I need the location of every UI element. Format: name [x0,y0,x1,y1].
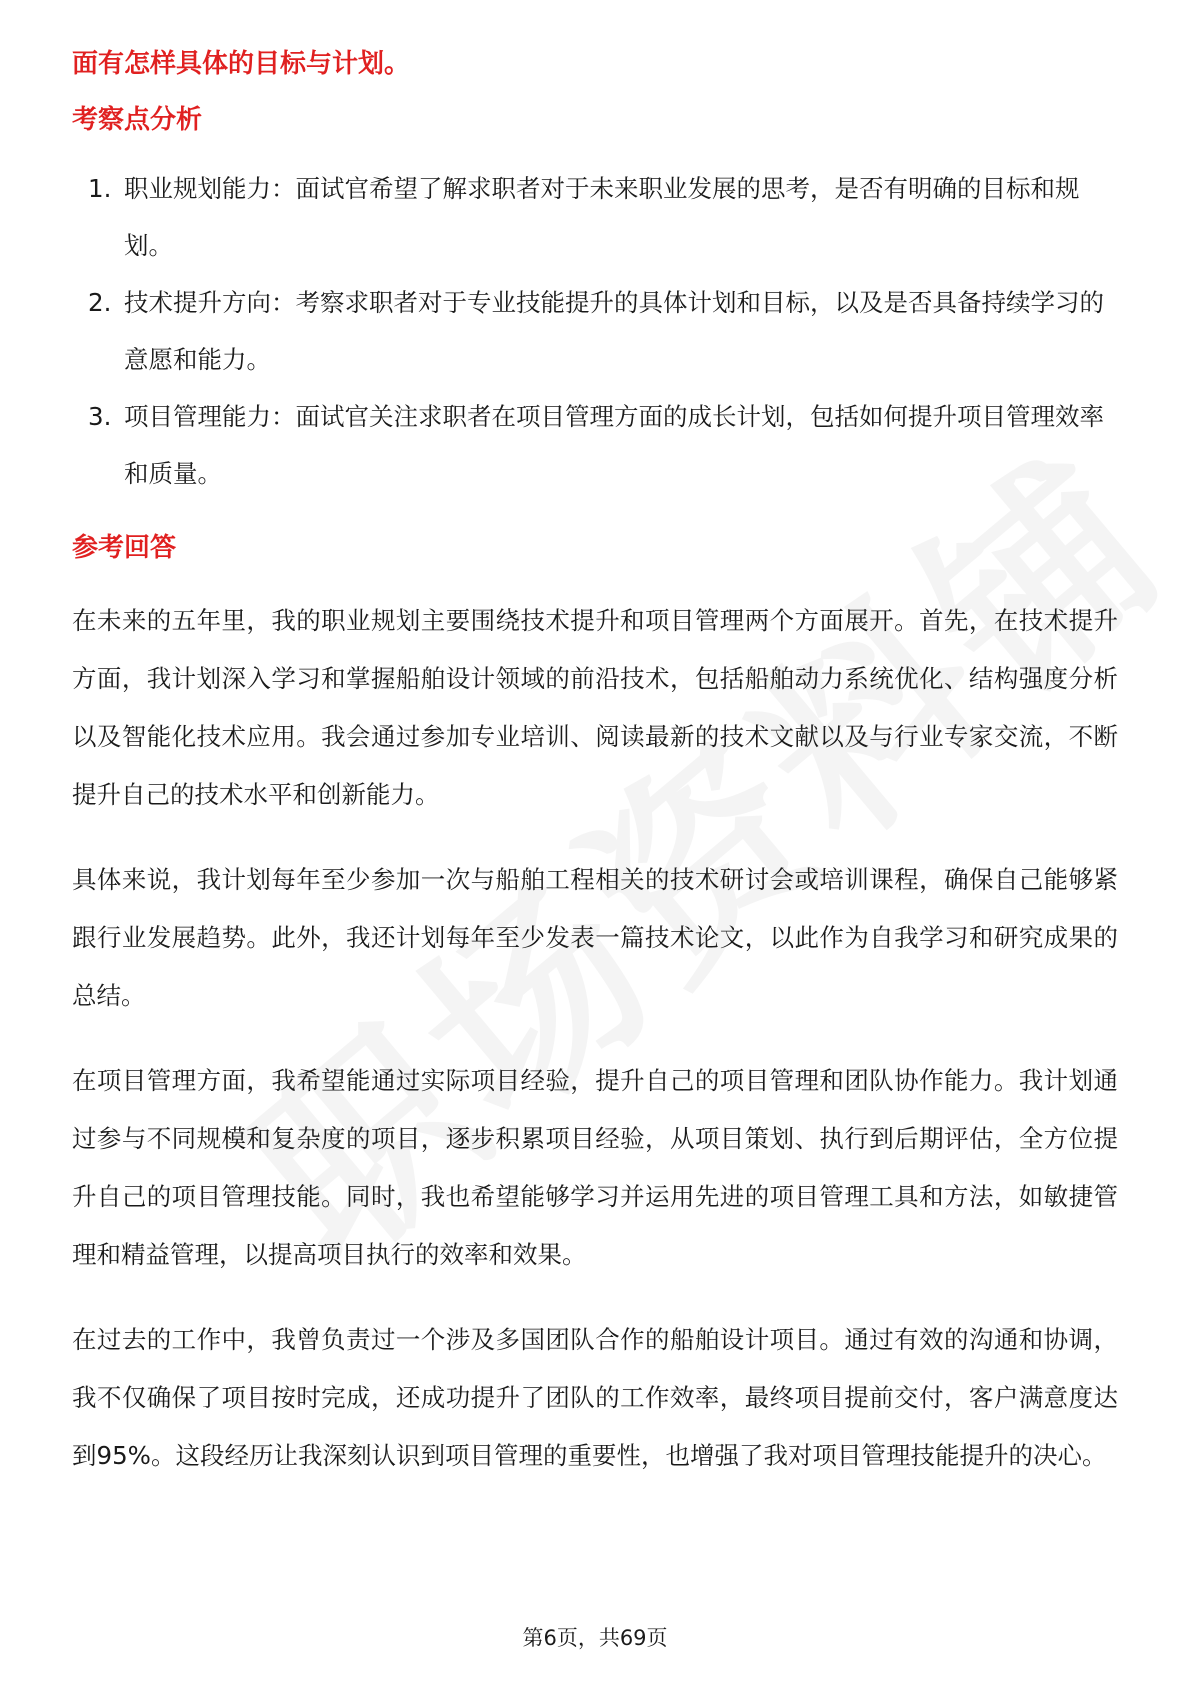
answer-paragraph: 具体来说，我计划每年至少参加一次与船舶工程相关的技术研讨会或培训课程，确保自己能够紧跟行业发展趋势。此外，我还计划每年至少发表一篇技术论文，以此作为自我学习和研究成果的总结。 [72,865,1118,1010]
answer-paragraph: 在项目管理方面，我希望能通过实际项目经验，提升自己的项目管理和团队协作能力。我计划通过参与不同规模和复杂度的项目，逐步积累项目经验，从项目策划、执行到后期评估，全方位提升自己的项目管理技能。同时，我也希望能够学习并运用先进的项目管理工具和方法，如敏捷管理和精益管理，以提高项目执行的效率和效果。 [72,1066,1118,1269]
analysis-heading: 考察点分析 [72,105,203,135]
analysis-list [72,160,1118,502]
list-item [72,388,1118,502]
answer-paragraph: 在过去的工作中，我曾负责过一个涉及多国团队合作的船舶设计项目。通过有效的沟通和协调，我不仅确保了项目按时完成，还成功提升了团队的工作效率，最终项目提前交付，客户满意度达到95%。这段经历让我深刻认识到项目管理的重要性，也增强了我对项目管理技能提升的决心。 [72,1325,1118,1470]
list-number: 2. [88,288,112,317]
list-item [72,160,1118,274]
intro-line: 面有怎样具体的目标与计划。 [72,49,411,79]
list-item-text: 职业规划能力：面试官希望了解求职者对于未来职业发展的思考，是否有明确的目标和规划。 [124,174,1080,260]
list-number: 3. [88,402,112,431]
list-item [72,274,1118,388]
list-number: 1. [88,174,112,203]
list-item-text: 项目管理能力：面试官关注求职者在项目管理方面的成长计划，包括如何提升项目管理效率和质量。 [124,402,1104,488]
list-item-text: 技术提升方向：考察求职者对于专业技能提升的具体计划和目标，以及是否具备持续学习的意愿和能力。 [124,288,1104,374]
page-content [72,44,1118,1512]
answer-paragraph: 在未来的五年里，我的职业规划主要围绕技术提升和项目管理两个方面展开。首先，在技术提升方面，我计划深入学习和掌握船舶设计领域的前沿技术，包括船舶动力系统优化、结构强度分析以及智能化技术应用。我会通过参加专业培训、阅读最新的技术文献以及与行业专家交流，不断提升自己的技术水平和创新能力。 [72,606,1118,809]
page-footer: 第6页，共69页 [522,1626,668,1650]
answer-heading: 参考回答 [72,533,177,563]
